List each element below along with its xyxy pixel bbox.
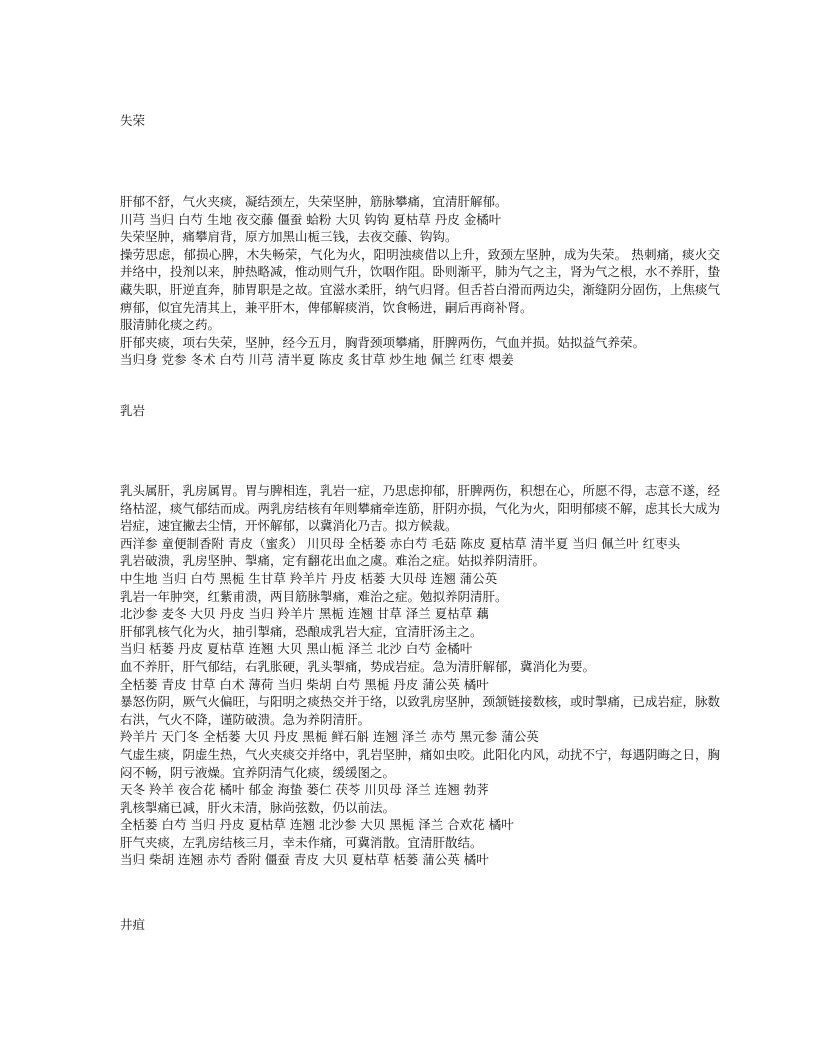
section-heading: 失荣	[120, 113, 146, 128]
prescription: 中生地 当归 白芍 黑栀 生甘草 羚羊片 丹皮 栝蒌 大贝母 连翘 蒲公英	[120, 570, 498, 586]
paragraph: 失荣坚肿，痛攀肩背，原方加黑山栀三钱，去夜交藤、钩钩。	[120, 229, 458, 245]
prescription: 西洋参 童便制香附 青皮（蜜炙） 川贝母 全栝蒌 赤白芍 毛菇 陈皮 夏枯草 清半夏 当归 佩兰叶 红枣头	[120, 535, 681, 551]
section-jingju	[120, 916, 720, 933]
paragraph: 操劳思虑，郁损心脾，木失畅荣，气化为火，阳明浊痰借以上升，致颈左坚肿，成为失荣。 热刺痛，痰火交并络中，投剂以来，肿热略减，惟动则气升，饮咽作阻。卧则渐平，肺为气之主，肾为气之根，水不养肝，蛰藏失职，肝逆直奔，肺胃职是之故。宜滋水柔肝，纳气归肾。但舌苔白滑而两边尖，渐缝阴分固伤，上焦痰气痹郁，似宜先清其上，兼平肝木，俾郁解痰消，饮食畅进，嗣后再商补肾。	[120, 246, 721, 315]
prescription: 川芎 当归 白芍 生地 夜交藤 僵蚕 蛤粉 大贝 钩钩 夏枯草 丹皮 金橘叶	[120, 211, 502, 227]
prescription: 全栝蒌 白芍 当归 丹皮 夏枯草 连翘 北沙参 大贝 黑栀 泽兰 合欢花 橘叶	[120, 817, 514, 833]
paragraph: 乳岩破溃，乳房坚肿、掣痛，定有翻花出血之虞。难治之症。姑拟养阴清肝。	[120, 553, 546, 569]
prescription: 全栝蒌 青皮 甘草 白术 薄荷 当归 柴胡 白芍 黑栀 丹皮 蒲公英 橘叶	[120, 676, 489, 692]
prescription: 当归身 党参 冬术 白芍 川芎 清半夏 陈皮 炙甘草 炒生地 佩兰 红枣 煨姜	[120, 352, 514, 368]
prescription: 当归 柴胡 连翘 赤芍 香附 僵蚕 青皮 大贝 夏枯草 栝蒌 蒲公英 橘叶	[120, 852, 489, 868]
paragraph: 暴怒伤阴，厥气火偏旺，与阳明之痰热交并于络，以致乳房坚肿，颈颔链接数核，或时掣痛，已成岩症，脉数右洪，气火不降，谨防破溃。急为养阴清肝。	[120, 694, 721, 727]
paragraph: 服清肺化痰之药。	[120, 317, 221, 333]
section-shirong	[120, 112, 720, 369]
paragraph: 乳岩一年肿突，红紫甫溃，两目筋脉掣痛，难治之症。勉拟养阴清肝。	[120, 588, 508, 604]
prescription: 天冬 羚羊 夜合花 橘叶 郁金 海蛰 蒌仁 茯苓 川贝母 泽兰 连翘 勃荠	[120, 782, 489, 798]
paragraph: 气虚生痰，阴虚生热，气火夹痰交并络中，乳岩坚肿，痛如虫咬。此阳化内风，动扰不宁，每遇阴晦之日，胸闷不畅，阴亏液燥。宜养阴清气化痰，缓缓图之。	[120, 746, 721, 780]
paragraph: 肝郁夹痰，项右失荣，坚肿，经今五月，胸背颈项攀痛，肝脾两伤，气血并损。姑拟益气养荣。	[120, 334, 646, 350]
section-heading: 乳岩	[120, 403, 146, 418]
section-ruyan	[120, 402, 720, 869]
paragraph: 血不养肝，肝气郁结，右乳胀硬，乳头掣痛，势成岩症。急为清肝解郁，冀消化为要。	[120, 658, 596, 674]
prescription: 北沙参 麦冬 大贝 丹皮 当归 羚羊片 黑栀 连翘 甘草 泽兰 夏枯草 藕	[120, 606, 489, 622]
section-heading: 井疽	[120, 917, 146, 932]
paragraph: 肝气夹痰，左乳房结核三月，幸未作痛，可冀消散。宜清肝散结。	[120, 834, 483, 850]
paragraph: 肝郁乳核气化为火，抽引掣痛，恐酿成乳岩大症，宜清肝汤主之。	[120, 623, 483, 639]
paragraph: 乳头属肝，乳房属胃。胃与脾相连，乳岩一症，乃思虑抑郁，肝脾两伤，积想在心，所愿不得，志意不遂，经络枯涩，痰气郁结而成。两乳房结核有年则攀痛牵连筋，肝阴亦损，气化为火，阳明郁痰不解，虑其长大成为岩症，速宜撇去尘情，开怀解郁，以冀消化乃吉。拟方候裁。	[120, 483, 721, 534]
prescription: 羚羊片 天门冬 全栝蒌 大贝 丹皮 黑栀 鲜石斛 连翘 泽兰 赤芍 黑元参 蒲公英	[120, 729, 539, 745]
prescription: 当归 栝蒌 丹皮 夏枯草 连翘 大贝 黑山栀 泽兰 北沙 白芍 金橘叶	[120, 641, 473, 657]
paragraph: 乳核掣痛已减，肝火未清，脉尚弦数，仍以前法。	[120, 799, 396, 815]
paragraph: 肝郁不舒，气火夹痰，凝结颈左，失荣坚肿，筋脉攀痛，宜清肝解郁。	[120, 194, 508, 209]
